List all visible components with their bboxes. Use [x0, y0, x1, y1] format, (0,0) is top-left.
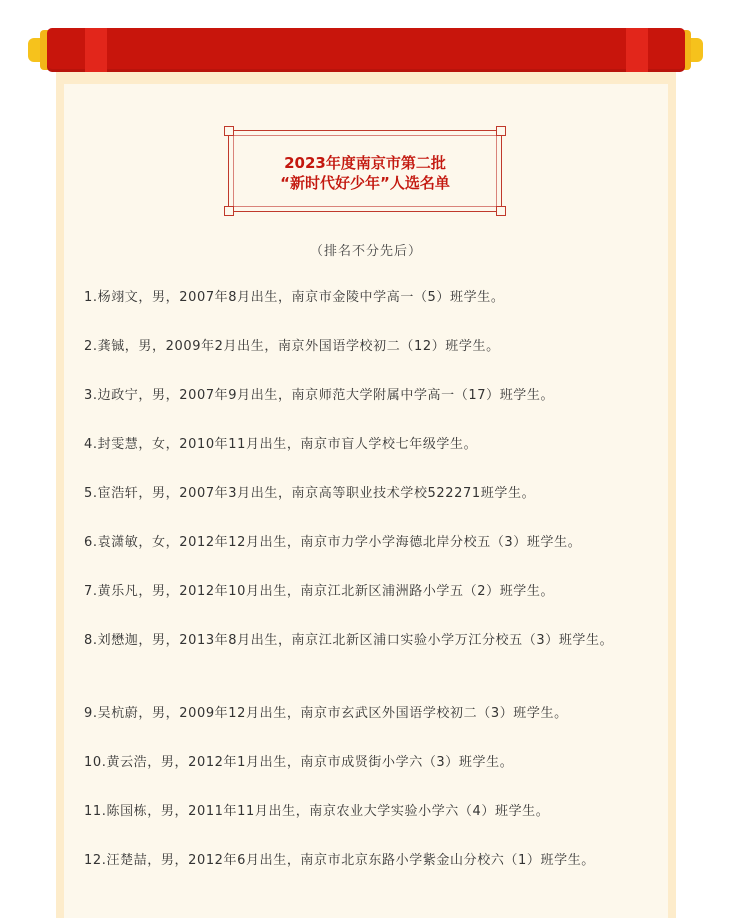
frame-corner	[496, 206, 506, 216]
list-item: 10.黄云浩，男，2012年1月出生，南京市成贤街小学六（3）班学生。	[84, 755, 514, 770]
scroll-header-bar	[47, 28, 685, 72]
frame-corner	[224, 126, 234, 136]
list-item: 4.封雯慧，女，2010年11月出生，南京市盲人学校七年级学生。	[84, 437, 478, 452]
scroll-band-left	[85, 28, 107, 72]
list-item: 3.边政宁，男，2007年9月出生，南京师范大学附属中学高一（17）班学生。	[84, 388, 555, 403]
list-item: 12.汪楚喆，男，2012年6月出生，南京市北京东路小学紫金山分校六（1）班学生。	[84, 853, 595, 868]
frame-corner	[496, 126, 506, 136]
list-item: 6.袁潇敏，女，2012年12月出生，南京市力学小学海德北岸分校五（3）班学生。	[84, 535, 582, 550]
frame-corner	[224, 206, 234, 216]
list-item: 11.陈国栋，男，2011年11月出生，南京农业大学实验小学六（4）班学生。	[84, 804, 550, 819]
page-title-line-1: 2023年度南京市第二批	[284, 154, 446, 172]
title-frame	[228, 130, 502, 212]
subtitle-note: （排名不分先后）	[309, 244, 422, 259]
list-item: 7.黄乐凡，男，2012年10月出生，南京江北新区浦洲路小学五（2）班学生。	[84, 584, 555, 599]
list-item: 8.刘懋迦，男，2013年8月出生，南京江北新区浦口实验小学万江分校五（3）班学生。	[84, 633, 614, 648]
list-item: 9.吴杭蔚，男，2009年12月出生，南京市玄武区外国语学校初二（3）班学生。	[84, 706, 568, 721]
scroll-band-right	[626, 28, 648, 72]
list-item: 1.杨翊文，男，2007年8月出生，南京市金陵中学高一（5）班学生。	[84, 290, 505, 305]
list-item: 2.龚铖，男，2009年2月出生，南京外国语学校初二（12）班学生。	[84, 339, 500, 354]
list-item: 5.宦浩轩，男，2007年3月出生，南京高等职业技术学校522271班学生。	[84, 486, 536, 501]
page-title-line-2: “新时代好少年”人选名单	[280, 174, 450, 192]
